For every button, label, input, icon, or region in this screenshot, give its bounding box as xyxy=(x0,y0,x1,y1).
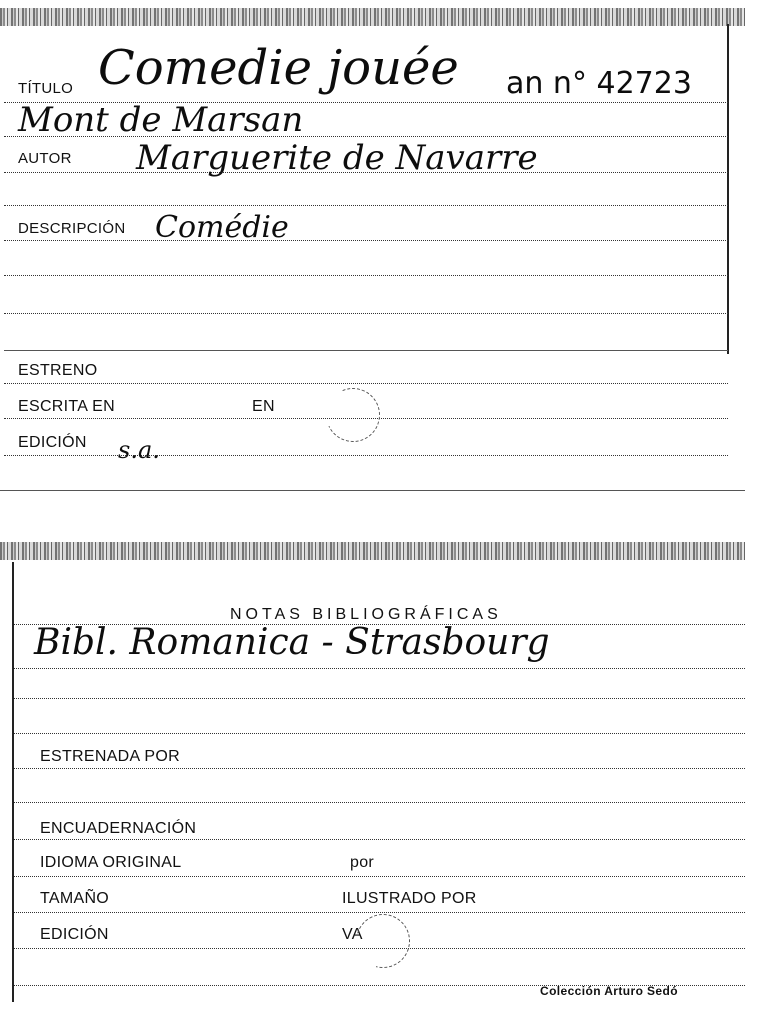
blank-rule xyxy=(14,802,745,803)
estrenada-rule xyxy=(14,768,745,769)
card-top-edge xyxy=(0,542,745,560)
card-left-border xyxy=(12,562,14,1002)
en-label: EN xyxy=(252,398,275,415)
notas-heading: NOTAS BIBLIOGRÁFICAS xyxy=(230,606,502,623)
descripcion-label: DESCRIPCIÓN xyxy=(18,220,126,237)
card-top-edge xyxy=(0,8,745,26)
card-bottom-rule xyxy=(0,490,745,491)
descripcion-rule-3 xyxy=(4,313,728,314)
tamano-label: TAMAÑO xyxy=(40,890,110,907)
edicion-handwritten: s.a. xyxy=(118,436,160,464)
edicion-label: EDICIÓN xyxy=(40,926,109,943)
notas-rule-4 xyxy=(14,733,745,734)
notas-handwritten: Bibl. Romanica - Strasbourg xyxy=(34,622,550,663)
titulo-handwritten-line1: Comedie jouée xyxy=(98,40,459,96)
titulo-handwritten-line2: Mont de Marsan xyxy=(18,100,304,140)
catalog-card-back xyxy=(0,540,745,1010)
idioma-original-label: IDIOMA ORIGINAL xyxy=(40,854,182,871)
titulo-label: TÍTULO xyxy=(18,80,74,97)
card-right-border xyxy=(727,24,729,354)
descripcion-rule-2 xyxy=(4,275,728,276)
ilustrado-por-label: ILUSTRADO POR xyxy=(342,890,477,907)
estrenada-por-label: ESTRENADA POR xyxy=(40,748,180,765)
escrita-en-label: ESCRITA EN xyxy=(18,398,115,415)
va-label: VA xyxy=(342,926,363,943)
descripcion-handwritten: Comédie xyxy=(155,210,289,245)
descripcion-rule-4 xyxy=(4,350,728,351)
circular-stamp xyxy=(318,380,387,449)
catalog-card-front xyxy=(0,0,745,493)
notas-rule-2 xyxy=(14,668,745,669)
estreno-label: ESTRENO xyxy=(18,362,98,379)
idioma-rule xyxy=(14,876,745,877)
autor-label: AUTOR xyxy=(18,150,72,167)
autor-handwritten: Marguerite de Navarre xyxy=(136,138,538,178)
descripcion-rule xyxy=(4,240,728,241)
titulo-handwritten-number: an n° 42723 xyxy=(506,66,692,101)
por-label: por xyxy=(350,854,375,871)
blank-rule xyxy=(4,205,728,206)
estreno-rule xyxy=(4,383,728,384)
encuadernacion-rule xyxy=(14,839,745,840)
edicion-label: EDICIÓN xyxy=(18,434,87,451)
encuadernacion-label: ENCUADERNACIÓN xyxy=(40,820,197,837)
notas-rule-3 xyxy=(14,698,745,699)
edicion-rule xyxy=(4,455,728,456)
circular-stamp xyxy=(346,904,420,978)
collection-footer: Colección Arturo Sedó xyxy=(540,984,678,998)
